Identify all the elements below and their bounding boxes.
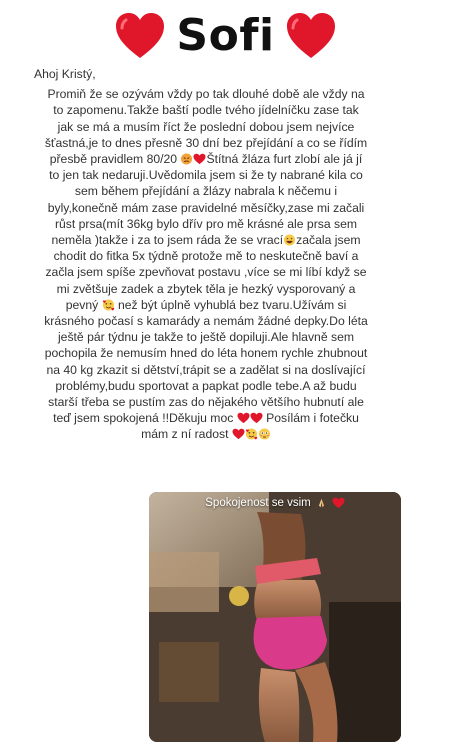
smiling-face-with-hearts-icon <box>245 428 258 440</box>
message-text-segment: Štítná žláza furt zlobí ale já jí to jen tak nedaruji.Uvědomila jsem si že ty nabrané kila co sem během přejídání a žlázy nabrala k něčemu i byly,konečně mám zase pravidelné měsíčky,zase mi začali růst prsa(mít 36kg bylo dřív pro mě krásné ale prsa sem neměla )takže i za to jsem ráda že se vrací <box>47 152 365 248</box>
message-text-segment: začala jsem chodit do fitka 5x týdně protože mě to neskutečně baví a začla jsem spíše zpevňovat postavu ,více se mi líbí když se mi zvětšuje zadek a zbytek těla je hezký vysporovaný a pevný <box>45 233 367 312</box>
red-heart-icon <box>232 428 245 440</box>
photo <box>149 492 401 742</box>
message-text-segment: Promiň že se ozývám vždy po tak dlouhé době ale vždy na to zapomenu.Takže baští podle tvého jídelníčku zase tak jak se má a musím říct že poslední dobou jsem nejvíce šťastná,je to dnes přesně 30 dní bez přejídání a co se řídím přesbě pravidlem 80/20 <box>44 87 368 167</box>
red-heart-icon <box>250 412 263 424</box>
red-heart-icon <box>285 12 337 60</box>
page-title: Sofi <box>176 10 275 61</box>
red-heart-icon <box>114 12 166 60</box>
photo-caption <box>149 497 401 509</box>
laughing-face-icon <box>283 234 296 246</box>
red-heart-icon <box>193 153 206 165</box>
angry-face-icon <box>180 153 193 165</box>
header <box>0 8 451 64</box>
message-greeting: Ahoj Kristý, <box>34 67 96 81</box>
flushed-face-icon <box>258 428 271 440</box>
folded-hands-icon <box>315 497 328 509</box>
photo-scene <box>149 492 401 742</box>
message-block <box>34 66 368 443</box>
smiling-face-with-hearts-icon <box>102 299 115 311</box>
red-heart-icon <box>332 497 345 509</box>
message-body <box>44 86 368 442</box>
red-heart-icon <box>237 412 250 424</box>
message-text-segment: než být úplně vyhublá bez tvaru.Užívám si krásného počasí s kamarády a nemám žádné depky.Do léta ještě pár týdnu je takže to ještě dopiluji.Ale hlavně sem pochopila že nemusím hned do léta honem rychle zhubnout na 40 kg zkazit si dětství,trápit se a zadělat si na doslívající problémy,budu sportovat a papkat podle tebe.A až budu starší třeba se pustím zas do nějakého většího hubnutí ale teď jsem spokojená !!Děkuju moc <box>44 297 368 426</box>
message-text-segment: Posílám i fotečku mám z ní radost <box>141 411 359 442</box>
photo-caption-text: Spokojenost se vsim <box>205 497 311 509</box>
